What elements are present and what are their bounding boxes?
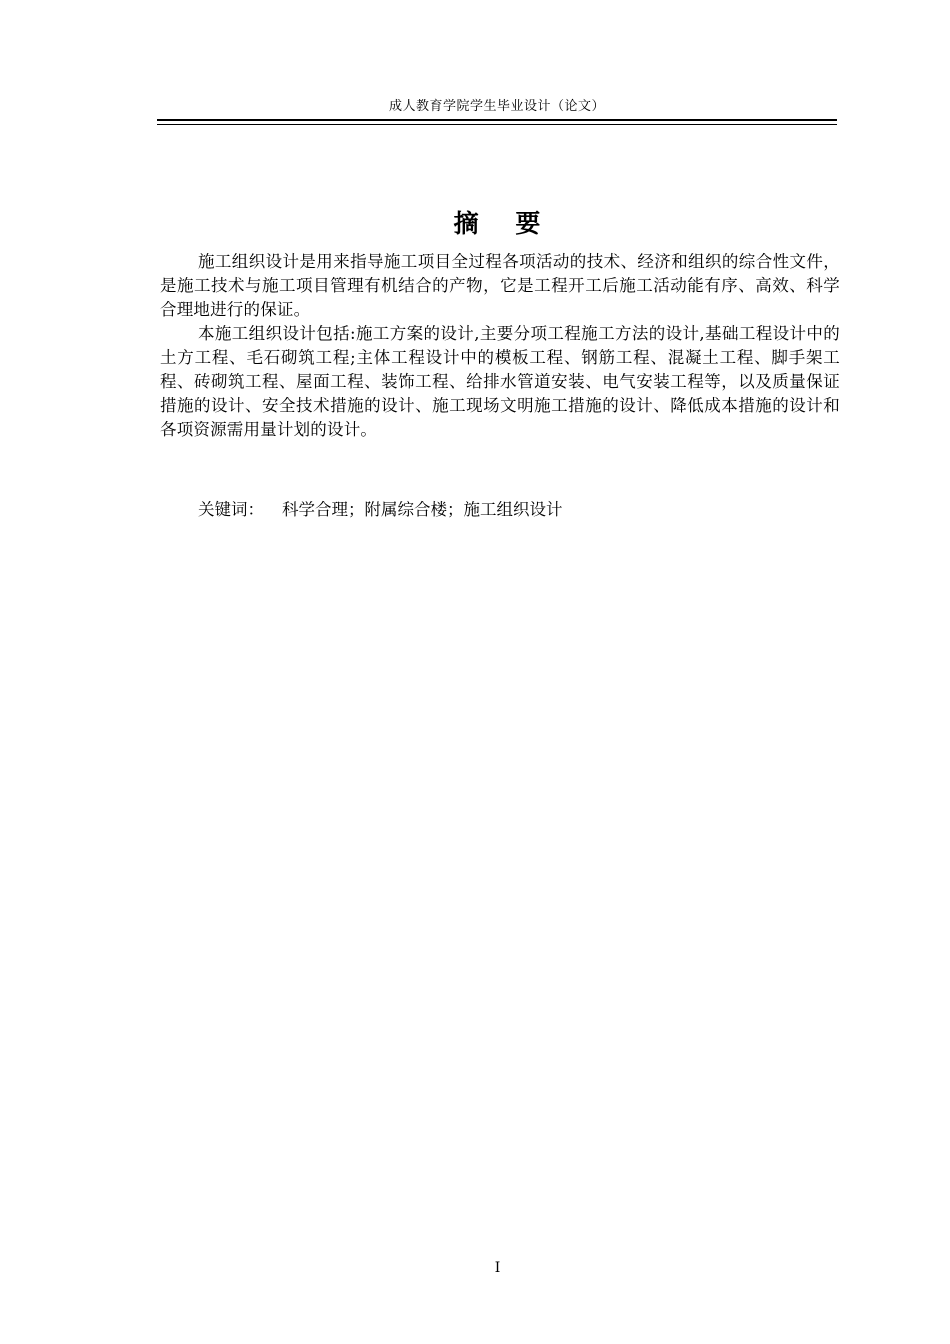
abstract-title: 摘 要 bbox=[453, 209, 555, 238]
page-number: I bbox=[494, 1260, 501, 1276]
abstract-body bbox=[160, 250, 840, 442]
keywords-line bbox=[160, 498, 840, 522]
running-header: 成人教育学院学生毕业设计（论文） bbox=[388, 99, 605, 114]
abstract-paragraph-2: 本施工组织设计包括:施工方案的设计,主要分项工程施工方法的设计,基础工程设计中的土方工程、毛石砌筑工程;主体工程设计中的模板工程、钢筋工程、混凝土工程、脚手架工程、砖砌筑工程、屋面工程、装饰工程、给排水管道安装、电气安装工程等，以及质量保证措施的设计、安全技术措施的设计、施工现场文明施工措施的设计、降低成本措施的设计和各项资源需用量计划的设计。 bbox=[160, 324, 840, 439]
header-rule-thin bbox=[157, 124, 837, 125]
keywords-label: 关键词： bbox=[198, 500, 264, 519]
header-rule-thick bbox=[157, 119, 837, 121]
abstract-paragraph-1: 施工组织设计是用来指导施工项目全过程各项活动的技术、经济和组织的综合性文件，是施工技术与施工项目管理有机结合的产物，它是工程开工后施工活动能有序、高效、科学合理地进行的保证。 bbox=[160, 252, 840, 319]
keywords-value: 科学合理；附属综合楼；施工组织设计 bbox=[282, 500, 563, 519]
